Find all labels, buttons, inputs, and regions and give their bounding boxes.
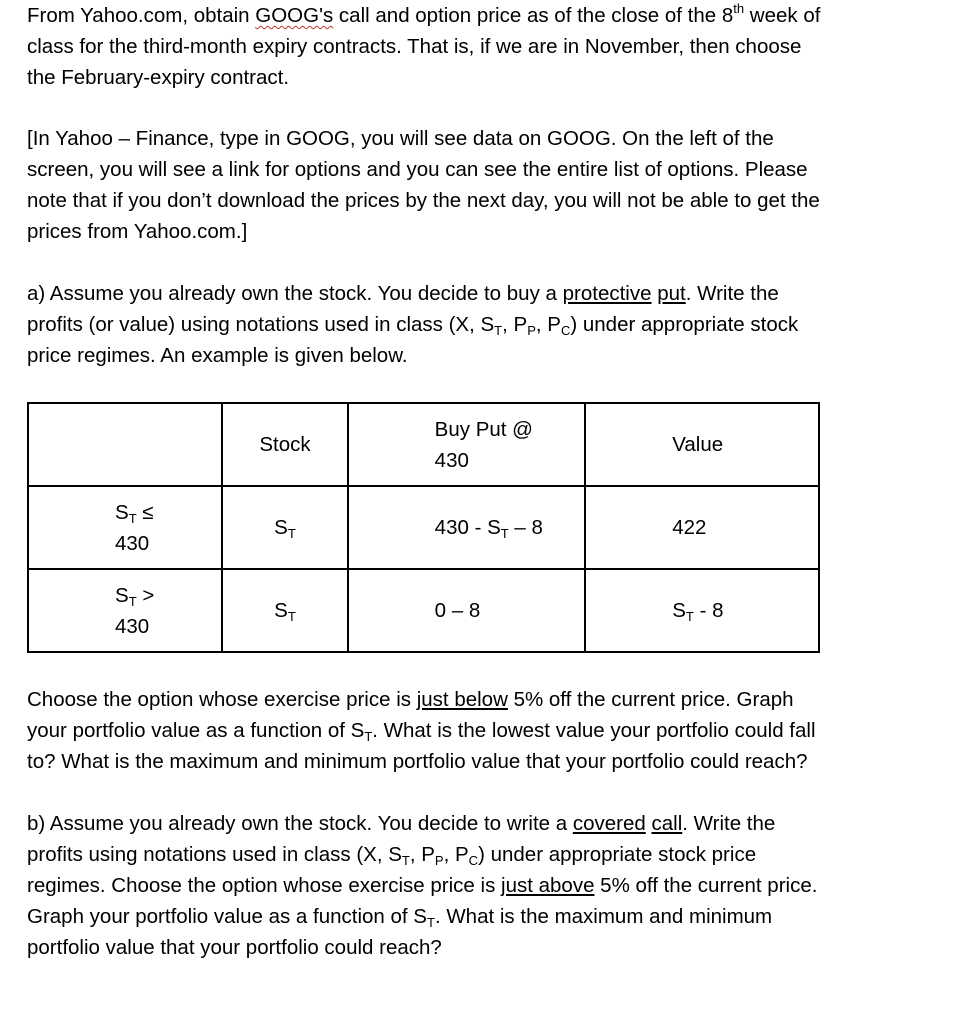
- table-cell-stock: [222, 486, 347, 569]
- followup-line-1: [27, 684, 905, 715]
- part-b-text: b) Assume you already own the stock. You decide to write a: [27, 812, 573, 835]
- table-header-cell-empty: [28, 403, 222, 486]
- intro-line-3: the February-expiry contract.: [27, 66, 290, 89]
- table-header-buy-put: [348, 403, 586, 486]
- buy-put-label: Buy Put @: [434, 417, 533, 441]
- part-b-line-1: [27, 808, 905, 839]
- table-cell-stock: [222, 569, 347, 652]
- table-cell-condition: [28, 486, 222, 569]
- part-a-text: , P: [535, 313, 561, 336]
- part-a-line-1: [27, 278, 905, 309]
- part-a-text: ) under appropriate stock: [570, 313, 799, 336]
- part-b-text: , P: [409, 843, 435, 866]
- followup-text: Choose the option whose exercise price is: [27, 688, 417, 711]
- table-cell-put: [348, 569, 586, 652]
- put-expr: 0 – 8: [434, 599, 481, 622]
- table-header-stock: Stock: [222, 403, 347, 486]
- part-a-line-2: [27, 309, 905, 340]
- symbol-s: S: [115, 583, 129, 607]
- table-cell-put: [348, 486, 586, 569]
- part-b-line-5: portfolio value that your portfolio could reach?: [27, 936, 442, 959]
- part-b-text: ) under appropriate stock price: [478, 843, 757, 866]
- part-a-paragraph: [27, 278, 905, 371]
- operator: >: [136, 583, 155, 607]
- part-a-text: a) Assume you already own the stock. You decide to buy a: [27, 282, 563, 305]
- underlined-term: covered: [572, 812, 646, 835]
- subscript: T: [287, 609, 296, 624]
- note-line-4: prices from Yahoo.com.]: [27, 220, 248, 243]
- subscript: P: [434, 853, 444, 868]
- followup-line-3: to? What is the maximum and minimum portfolio value that your portfolio could reach?: [27, 750, 808, 773]
- intro-text: From Yahoo.com, obtain: [27, 4, 256, 27]
- table-cell-value: [585, 569, 819, 652]
- followup-line-2: [27, 715, 905, 746]
- part-a-line-3: price regimes. An example is given below.: [27, 344, 408, 367]
- underlined-term: call: [651, 812, 683, 835]
- table-cell-condition: [28, 569, 222, 652]
- part-b-text: . Write the: [682, 812, 776, 835]
- underlined-term: protective: [562, 282, 652, 305]
- part-b-paragraph: [27, 808, 905, 963]
- symbol-s: S: [115, 500, 129, 524]
- part-b-text: Graph your portfolio value as a function of S: [27, 905, 427, 928]
- intro-line-1: [27, 0, 905, 31]
- condition-expr: [115, 580, 221, 611]
- note-line-1: [In Yahoo – Finance, type in GOOG, you will see data on GOOG. On the left of the: [27, 127, 774, 150]
- subscript: C: [560, 323, 571, 338]
- subscript: T: [500, 526, 509, 541]
- subscript: T: [494, 323, 503, 338]
- table-header-row: [28, 403, 819, 486]
- subscript: C: [468, 853, 479, 868]
- subscript: T: [364, 729, 373, 744]
- symbol-s: S: [672, 599, 686, 622]
- table-header-value: Value: [585, 403, 819, 486]
- subscript: T: [128, 593, 137, 609]
- followup-text: your portfolio value as a function of S: [27, 719, 365, 742]
- ordinal-suffix: th: [733, 1, 745, 16]
- condition-expr: [115, 497, 221, 528]
- table-cell-value: 422: [585, 486, 819, 569]
- subscript: P: [527, 323, 536, 338]
- put-expr: 430 - S: [434, 516, 501, 539]
- value-expr: - 8: [693, 599, 724, 622]
- part-b-line-2: [27, 839, 905, 870]
- part-a-text: , P: [502, 313, 528, 336]
- subscript: T: [287, 526, 296, 541]
- put-expr: – 8: [508, 516, 543, 539]
- table-row: [28, 569, 819, 652]
- operator: ≤: [136, 500, 154, 524]
- condition-value: 430: [115, 614, 150, 638]
- part-a-text: profits (or value) using notations used in class (X, S: [27, 313, 495, 336]
- ticker-text: GOOG's: [255, 4, 334, 27]
- subscript: T: [426, 915, 435, 930]
- part-a-text: . Write the: [685, 282, 779, 305]
- underlined-term: put: [657, 282, 686, 305]
- part-b-line-4: [27, 901, 905, 932]
- intro-text: week of: [744, 4, 821, 27]
- condition-value: 430: [115, 531, 150, 555]
- part-b-text: , P: [443, 843, 469, 866]
- intro-text: call and option price as of the close of the 8: [333, 4, 734, 27]
- subscript: T: [128, 510, 137, 526]
- subscript: T: [685, 609, 694, 624]
- symbol-s: S: [274, 516, 288, 539]
- followup-text: . What is the lowest value your portfolio could fall: [372, 719, 816, 742]
- part-b-text: . What is the maximum and minimum: [434, 905, 773, 928]
- subscript: T: [401, 853, 410, 868]
- underlined-term: just below: [416, 688, 508, 711]
- part-b-text: regimes. Choose the option whose exercise price is: [27, 874, 502, 897]
- part-a-followup-paragraph: [27, 684, 905, 777]
- part-b-line-3: [27, 870, 905, 901]
- followup-text: 5% off the current price. Graph: [507, 688, 794, 711]
- example-table: [27, 402, 820, 653]
- symbol-s: S: [274, 599, 288, 622]
- note-line-2: screen, you will see a link for options and you can see the entire list of options. Please: [27, 158, 808, 181]
- table-row: [28, 486, 819, 569]
- part-b-text: 5% off the current price.: [594, 874, 818, 897]
- intro-line-2: class for the third-month expiry contracts. That is, if we are in November, then choose: [27, 35, 802, 58]
- intro-paragraph: [27, 0, 905, 93]
- part-b-text: profits using notations used in class (X, S: [27, 843, 402, 866]
- note-line-3: note that if you don’t download the prices by the next day, you will not be able to get the: [27, 189, 820, 212]
- buy-put-strike: 430: [434, 448, 469, 472]
- note-paragraph: [27, 123, 905, 247]
- underlined-term: just above: [501, 874, 595, 897]
